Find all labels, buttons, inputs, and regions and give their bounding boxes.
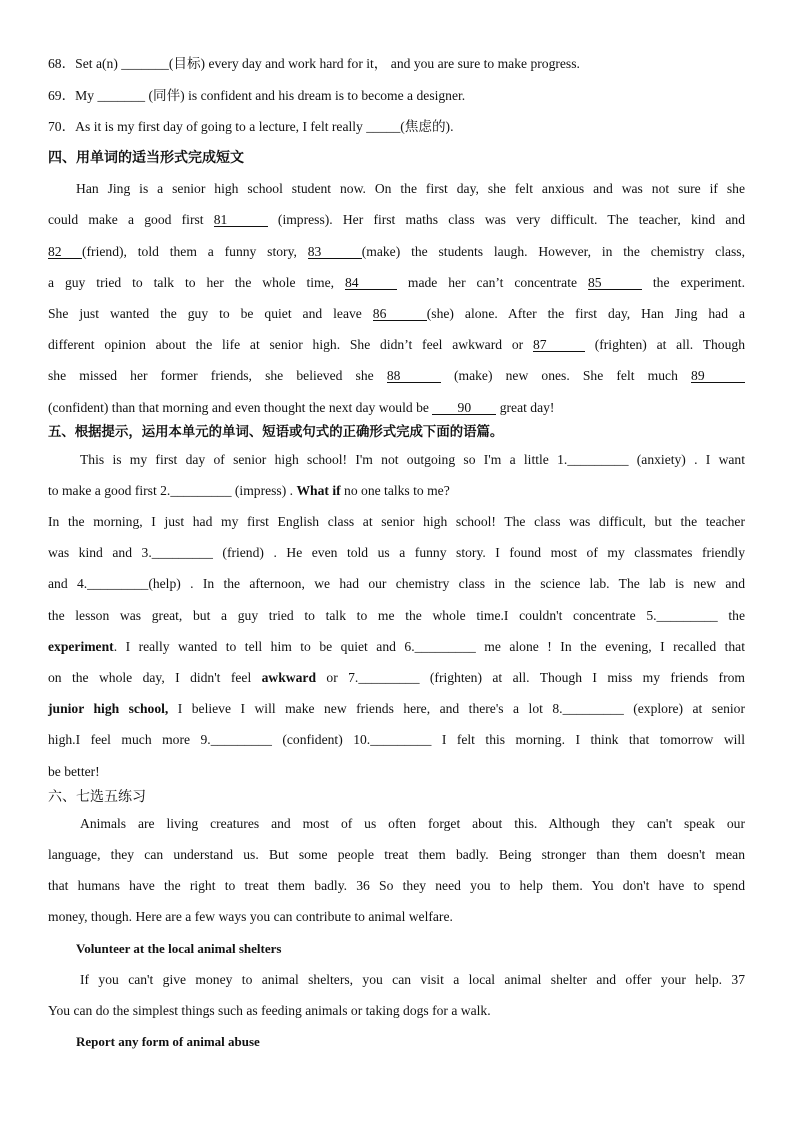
s6-p1-line-3: that humans have the right to treat them badly. 36 So they need you to help them. You don't have to spend (48, 878, 745, 893)
blank-84: 84 (345, 276, 397, 290)
blank-89: 89 (691, 369, 745, 383)
s6-heading-2: Report any form of animal abuse (76, 1034, 260, 1049)
blank-8: _________ (562, 701, 624, 716)
blank-85: 85 (588, 276, 642, 290)
s6-heading-1: Volunteer at the local animal shelters (76, 941, 282, 956)
s4-line-8: (confident) than that morning and even thought the next day would be 90 great day! (48, 400, 555, 415)
s4-line-7: she missed her former friends, she believed she 88 (make) new ones. She felt much 89 (48, 368, 745, 384)
s4-line-1: Han Jing is a senior high school student now. On the first day, she felt anxious and was not sure if she (76, 181, 745, 196)
s5-line-8: on the whole day, I didn't feel awkward or 7._________ (frighten) at all. Though I miss my friends from (48, 670, 745, 685)
s5-line-1: This is my first day of senior high school! I'm not outgoing so I'm a little 1._________ (anxiety) . I want (80, 452, 745, 467)
blank: _____ (366, 119, 401, 134)
question-69: 69．My _______ (同伴) is confident and his dream is to become a designer. (48, 88, 466, 103)
s5-line-9: junior high school, I believe I will make new friends here, and there's a lot 8._________ (explore) at senior (48, 701, 746, 716)
blank: _______ (121, 56, 169, 71)
blank-86: 86 (373, 307, 427, 321)
s4-line-6: different opinion about the life at senior high. She didn’t feel awkward or 87 (frighten) at all. Though (48, 337, 745, 352)
blank-87: 87 (533, 338, 585, 352)
s5-line-10: high.I feel much more 9._________ (confident) 10._________ I felt this morning. I think that tomorrow will (48, 732, 745, 747)
s5-line-11: be better! (48, 764, 100, 779)
blank-5: _________ (656, 608, 718, 623)
s5-line-4: was kind and 3._________ (friend) . He even told us a funny story. I found most of my classmates friendly (48, 545, 745, 560)
question-70: 70．As it is my first day of going to a lecture, I felt really _____(焦虑的). (48, 119, 454, 134)
blank-1: _________ (567, 452, 629, 467)
blank-90: 90 (432, 401, 496, 415)
blank-88: 88 (387, 369, 441, 383)
s4-line-5: She just wanted the guy to be quiet and leave 86 (she) alone. After the first day, Han Jing had a (48, 306, 745, 321)
blank-9: _________ (210, 732, 272, 747)
question-68: 68．Set a(n) _______(目标) every day and work hard for it， and you are sure to make progress. (48, 56, 580, 71)
s5-line-2: to make a good first 2._________ (impress) . What if no one talks to me? (48, 483, 450, 498)
blank-2: _________ (170, 483, 232, 498)
s4-line-2: could make a good first 81 (impress). Her first maths class was very difficult. The teacher, kind and (48, 212, 745, 227)
blank-81: 81 (214, 213, 268, 227)
s5-line-7: experiment. I really wanted to tell him to be quiet and 6._________ me alone ! In the evening, I recalled that (48, 639, 745, 654)
blank-4: _________ (87, 576, 149, 591)
s4-line-3: 82 (friend), told them a funny story, 83 (make) the students laugh. However, in the chemistry class, (48, 244, 745, 259)
s6-p1-line-1: Animals are living creatures and most of us often forget about this. Although they can't speak our (80, 816, 745, 831)
s6-p1-line-2: language, they can understand us. But some people treat them badly. Being stronger than them doesn't mean (48, 847, 745, 862)
s6-p2-line-1: If you can't give money to animal shelters, you can visit a local animal shelter and offer your help. 37 (80, 972, 745, 987)
section-5-title: 五、根据提示，运用本单元的单词、短语或句式的正确形式完成下面的语篇。 (48, 425, 504, 440)
s6-p1-line-4: money, though. Here are a few ways you can contribute to animal welfare. (48, 909, 453, 924)
blank: _______ (97, 88, 146, 103)
s5-line-3: In the morning, I just had my first English class at senior high school! The class was difficult, but the teacher (48, 514, 745, 529)
blank-6: _________ (414, 639, 476, 654)
section-4-title: 四、用单词的适当形式完成短文 (48, 150, 244, 166)
blank-82: 82 (48, 245, 82, 259)
blank-7: _________ (358, 670, 420, 685)
section-6-title: 六、七选五练习 (48, 789, 146, 805)
s5-line-5: and 4._________(help) . In the afternoon, we had our chemistry class in the science lab. The lab is new and (48, 576, 745, 591)
s5-line-6: the lesson was great, but a guy tried to talk to me the whole time.I couldn't concentrate 5._________ the (48, 608, 745, 623)
s6-p2-line-2: You can do the simplest things such as feeding animals or taking dogs for a walk. (48, 1003, 491, 1018)
blank-10: _________ (370, 732, 432, 747)
blank-3: _________ (151, 545, 213, 560)
blank-83: 83 (308, 245, 362, 259)
s4-line-4: a guy tried to talk to her the whole time, 84 made her can’t concentrate 85 the experiment. (48, 275, 745, 290)
